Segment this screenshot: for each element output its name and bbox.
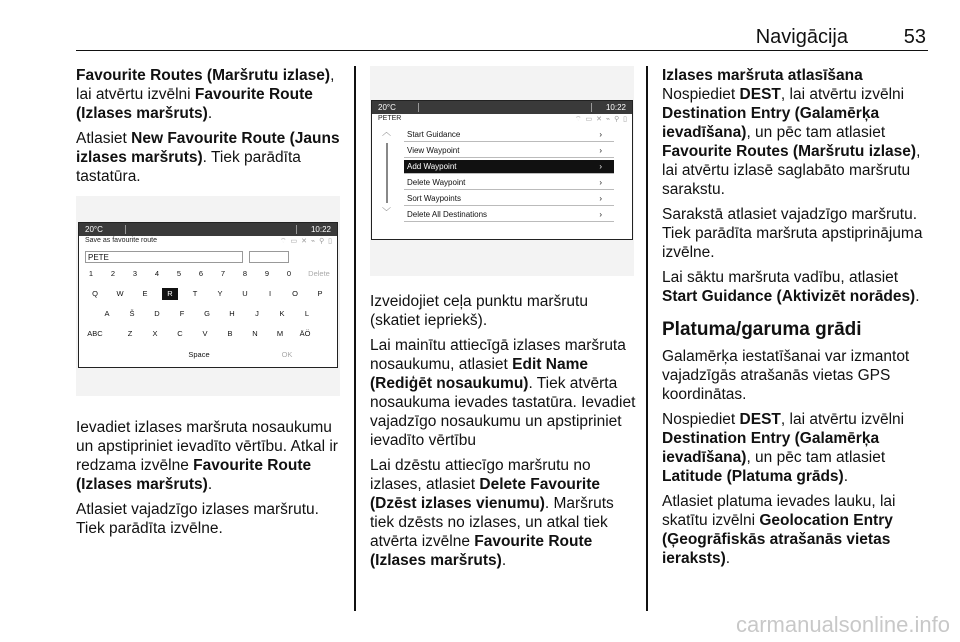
page-header [76,26,928,51]
keyboard-screen [78,222,338,368]
menu-ref: Favourite Routes (Maršrutu izlase) [662,143,917,160]
key-m[interactable]: M [276,329,284,338]
key-5[interactable]: 5 [176,269,182,278]
key-v[interactable]: V [202,329,208,338]
paragraph [662,205,932,262]
menu-item-label: View Waypoint [407,146,460,155]
paragraph [76,500,348,538]
column-2 [370,292,636,576]
key-o[interactable]: O [292,289,298,298]
scrollbar[interactable] [386,143,388,203]
key-3[interactable]: 3 [132,269,138,278]
key-abc[interactable]: ABC [87,329,103,338]
text: , lai atvērtu izlasē saglabāto maršrutu sarakstu. [662,143,921,198]
column-1-bottom [76,418,348,544]
menu-ref: Delete Favourite (Dzēst izlases vienumu) [370,476,601,512]
key-u[interactable]: U [242,289,248,298]
screen-subtitle: PETER [378,115,402,122]
key-delete[interactable]: Delete [308,269,330,278]
status-bar [372,101,632,114]
paragraph [662,268,932,306]
section-title: Navigācija [755,26,848,48]
button-ref: DEST [739,86,781,103]
text: Atlasiet platuma ievades lauku, lai skatītu izvēlni [662,493,896,529]
key-l[interactable]: L [304,309,310,318]
scroll-up-icon[interactable]: ︿ [382,127,392,137]
text: . Tiek atvērta nosaukuma ievades tastatūra. Ievadiet vajadzīgo nosaukumu un apstipriniet ievadīto vērtību [370,375,636,449]
text: . [843,468,849,485]
column-divider [354,66,356,611]
menu-ref: New Favourite Route (Jauns izlases maršruts) [76,130,340,166]
key-7[interactable]: 7 [220,269,226,278]
menu-item-label: Add Waypoint [407,162,457,171]
key-n[interactable]: N [252,329,258,338]
menu-ref: Destination Entry (Galamērķa ievadīšana) [662,430,880,466]
button-ref: DEST [739,411,781,428]
paragraph [662,85,932,199]
text: , lai atvērtu izvēlni [780,86,905,103]
sub-bar [79,236,337,247]
text: , [330,67,335,84]
menu-item[interactable] [404,128,614,142]
paragraph [76,129,348,186]
paragraph [76,66,348,123]
key-k[interactable]: K [279,309,285,318]
menu-item[interactable] [404,176,614,190]
menu-ref: Geolocation Entry (Ģeogrāfiskās atrašanās vietas ieraksts) [662,512,893,567]
chevron-right-icon: › [599,210,602,219]
paragraph [662,410,932,486]
key-ok[interactable]: OK [281,350,293,359]
menu-ref: Latitude (Platuma grāds) [662,468,844,485]
page-number: 53 [903,26,926,48]
key-8[interactable]: 8 [242,269,248,278]
text: . Maršruts tiek dzēsts no izlases, un atkal tiek atvērta izvēlne [370,495,614,550]
clock: 10:22 [605,103,626,112]
status-icons: ⌔ ▭ ✕ ⌁ ⚲ ▯ [280,238,333,245]
key-6[interactable]: 6 [198,269,204,278]
chevron-right-icon: › [599,178,602,187]
sub-bar [372,114,632,125]
column-1 [76,66,348,192]
key-i[interactable]: I [268,289,272,298]
text: Izveidojiet ceļa punktu maršrutu (skatiet iepriekš). [370,293,588,329]
key-e[interactable]: E [142,289,148,298]
menu-figure [370,66,634,276]
text: Nospiediet [662,411,740,428]
paragraph [370,336,636,450]
text: Lai sāktu maršruta vadību, atlasiet [662,269,899,286]
chevron-right-icon: › [599,146,602,155]
subheading-text: Izlases maršruta atlasīšana [662,67,863,84]
chevron-right-icon: › [599,162,602,171]
column-divider [646,66,648,611]
menu-ref: Favourite Route (Izlases maršruts) [370,533,593,569]
key-1[interactable]: 1 [88,269,94,278]
key-q[interactable]: Q [92,289,98,298]
key-j[interactable]: J [255,309,259,318]
menu-ref: Favourite Routes (Maršrutu izlase) [76,67,331,84]
key-space[interactable]: Space [188,350,210,359]
key-2[interactable]: 2 [110,269,116,278]
text: . [915,288,920,305]
paragraph [370,292,636,330]
key-9[interactable]: 9 [264,269,270,278]
text: Galamērķa iestatīšanai var izmantot vajadzīgās atrašanās vietas GPS koordinātas. [662,348,910,403]
text: Atlasiet [76,130,132,147]
menu-item[interactable] [404,144,614,158]
menu-ref: Edit Name (Rediģēt nosaukumu) [370,356,588,392]
secondary-input [249,251,289,263]
menu-item-label: Sort Waypoints [407,194,461,203]
menu-item-label: Start Guidance [407,130,461,139]
key-p[interactable]: P [317,289,323,298]
key-z[interactable]: Z [127,329,133,338]
key-t[interactable]: T [192,289,198,298]
key-a[interactable]: A [104,309,110,318]
menu-item[interactable] [404,208,614,222]
menu-ref: Start Guidance (Aktivizēt norādes) [662,288,916,305]
status-bar [79,223,337,236]
text: , un pēc tam atlasiet [746,449,886,466]
scroll-down-icon[interactable]: ﹀ [382,207,392,217]
menu-item-label: Delete Waypoint [407,178,466,187]
text: Lai dzēstu attiecīgo maršrutu no izlases, atlasiet [370,457,591,493]
menu-item[interactable] [404,160,614,174]
key-r[interactable]: R [162,288,178,300]
menu-ref: Favourite Route (Izlases maršruts) [76,457,312,493]
key-w[interactable]: W [116,289,124,298]
column-3 [662,66,932,574]
text: , lai atvērtu izvēlni [780,411,905,428]
text: . Tiek parādīta tastatūra. [76,149,301,185]
screen-subtitle: Save as favourite route [85,237,157,244]
temperature: 20°C [85,225,103,234]
paragraph [370,456,636,570]
key-äö[interactable]: ÄÖ [299,329,311,338]
paragraph [662,347,932,404]
text: lai atvērtu izvēlni [76,86,195,103]
text: Nospiediet [662,86,740,103]
text: , un pēc tam atlasiet [746,124,886,141]
key-d[interactable]: D [154,309,160,318]
key-c[interactable]: C [177,329,183,338]
text: Lai mainītu attiecīgā izlases maršruta nosaukumu, atlasiet [370,337,626,373]
key-š[interactable]: Š [129,309,135,318]
key-b[interactable]: B [227,329,233,338]
menu-item-label: Delete All Destinations [407,210,488,219]
watermark: carmanualsonline.info [735,612,950,637]
subheading [662,66,932,85]
clock: 10:22 [310,225,331,234]
key-h[interactable]: H [229,309,235,318]
section-heading: Platuma/garuma grādi [662,319,862,340]
menu-ref: Favourite Route (Izlases maršruts) [76,86,313,122]
keyboard-figure [76,196,340,396]
key-0[interactable]: 0 [286,269,292,278]
name-input[interactable]: PETE [85,251,243,263]
paragraph [76,418,348,494]
key-y[interactable]: Y [217,289,223,298]
key-x[interactable]: X [152,329,158,338]
text: . [501,552,507,569]
chevron-right-icon: › [599,130,602,139]
menu-item[interactable] [404,192,614,206]
status-icons: ⌔ ▭ ✕ ⌁ ⚲ ▯ [575,116,628,123]
text: Sarakstā atlasiet vajadzīgo maršrutu. Tiek parādīta maršruta apstiprinājuma izvēlne. [662,206,923,261]
temperature: 20°C [378,103,396,112]
text: Ievadiet izlases maršruta nosaukumu un apstipriniet ievadīto vērtību. Atkal ir redzama izvēlne [76,419,338,474]
key-f[interactable]: F [179,309,185,318]
paragraph [662,492,932,568]
key-g[interactable]: G [204,309,210,318]
text: Atlasiet vajadzīgo izlases maršrutu. Tiek parādīta izvēlne. [76,501,319,537]
menu-ref: Destination Entry (Galamērķa ievadīšana) [662,105,880,141]
chevron-right-icon: › [599,194,602,203]
menu-screen [371,100,633,240]
text: . [207,105,213,122]
text: . [725,550,731,567]
key-4[interactable]: 4 [154,269,160,278]
text: . [207,476,213,493]
